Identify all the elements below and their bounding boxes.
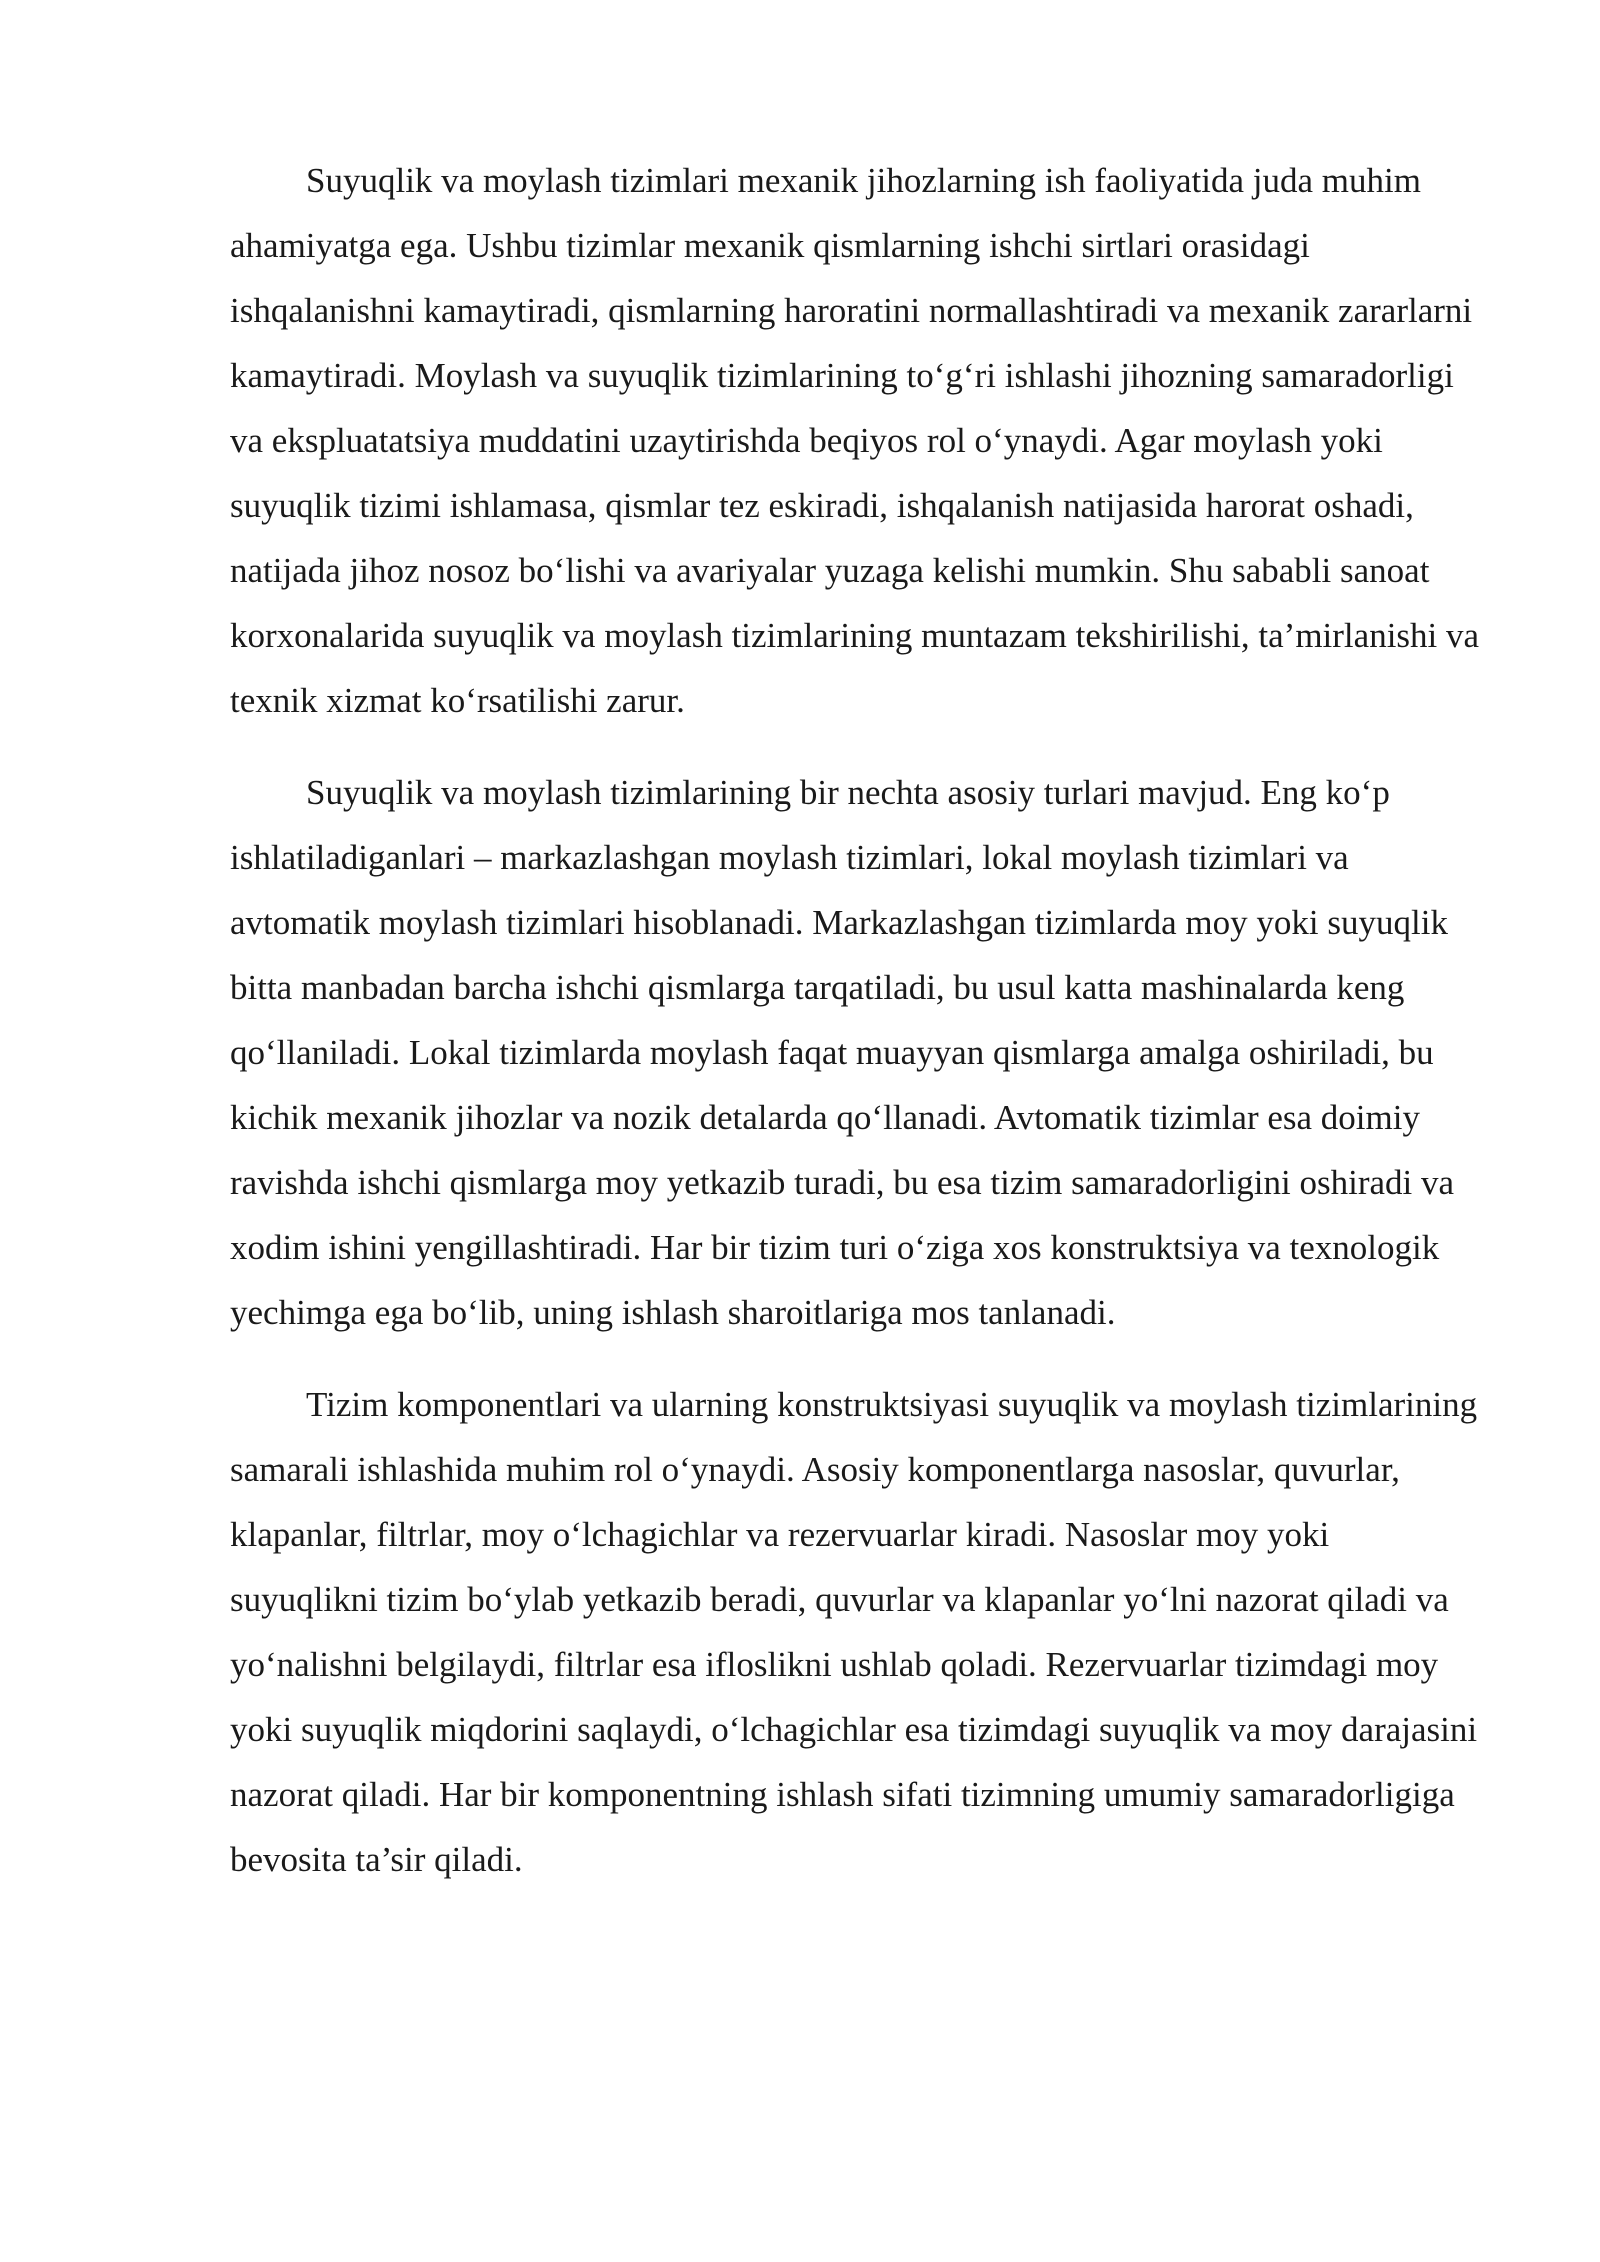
paragraph-1: Suyuqlik va moylash tizimlari mexanik jihozlarning ish faoliyatida juda muhim ahamiyatga ega. Ushbu tizimlar mexanik qismlarning ishchi sirtlari orasidagi ishqalanishni kamaytiradi, qismlarning haroratini normallashtiradi va mexanik zararlarni kamaytiradi. Moylash va suyuqlik tizimlarining to‘g‘ri ishlashi jihozning samaradorligi va ekspluatatsiya muddatini uzaytirishda beqiyos rol o‘ynaydi. Agar moylash yoki suyuqlik tizimi ishlamasa, qismlar tez eskiradi, ishqalanish natijasida harorat oshadi, natijada jihoz nosoz bo‘lishi va avariyalar yuzaga kelishi mumkin. Shu sababli sanoat korxonalarida suyuqlik va moylash tizimlarining muntazam tekshirilishi, ta’mirlanishi va texnik xizmat ko‘rsatilishi zarur. bbox=[230, 161, 1480, 720]
paragraph-2: Suyuqlik va moylash tizimlarining bir nechta asosiy turlari mavjud. Eng ko‘p ishlatiladiganlari – markazlashgan moylash tizimlari, lokal moylash tizimlari va avtomatik moylash tizimlari hisoblanadi. Markazlashgan tizimlarda moy yoki suyuqlik bitta manbadan barcha ishchi qismlarga tarqatiladi, bu usul katta mashinalarda keng qo‘llaniladi. Lokal tizimlarda moylash faqat muayyan qismlarga amalga oshiriladi, bu kichik mexanik jihozlar va nozik detalarda qo‘llanadi. Avtomatik tizimlar esa doimiy ravishda ishchi qismlarga moy yetkazib turadi, bu esa tizim samaradorligini oshiradi va xodim ishini yengillashtiradi. Har bir tizim turi o‘ziga xos konstruktsiya va texnologik yechimga ega bo‘lib, uning ishlash sharoitlariga mos tanlanadi. bbox=[230, 773, 1455, 1332]
document-body bbox=[230, 148, 1480, 1919]
paragraph-3: Tizim komponentlari va ularning konstruktsiyasi suyuqlik va moylash tizimlarining samarali ishlashida muhim rol o‘ynaydi. Asosiy komponentlarga nasoslar, quvurlar, klapanlar, filtrlar, moy o‘lchagichlar va rezervuarlar kiradi. Nasoslar moy yoki suyuqlikni tizim bo‘ylab yetkazib beradi, quvurlar va klapanlar yo‘lni nazorat qiladi va yo‘nalishni belgilaydi, filtrlar esa ifloslikni ushlab qoladi. Rezervuarlar tizimdagi moy yoki suyuqlik miqdorini saqlaydi, o‘lchagichlar esa tizimdagi suyuqlik va moy darajasini nazorat qiladi. Har bir komponentning ishlash sifati tizimning umumiy samaradorligiga bevosita ta’sir qiladi. bbox=[230, 1385, 1478, 1879]
